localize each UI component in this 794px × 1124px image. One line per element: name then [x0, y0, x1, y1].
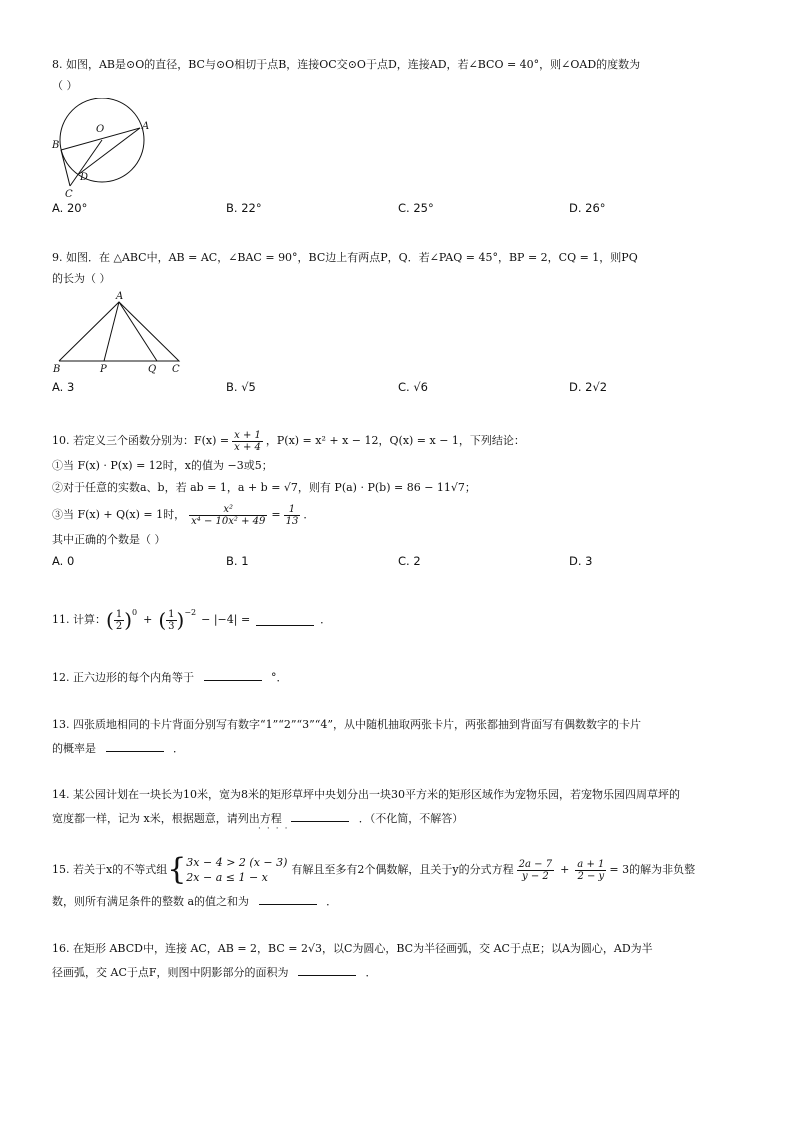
- q10-s3-fraction: [189, 504, 267, 527]
- q15-line-1: [52, 850, 695, 890]
- q16-line-2-text: 径画弧，交 AC于点F，则图中阴影部分的面积为: [52, 966, 289, 979]
- q10-stem-a: 10. 若定义三个函数分别为：F(x) =: [52, 434, 230, 447]
- q9-option-b[interactable]: B. √5: [226, 380, 256, 394]
- q14-line-2-text: 宽度都一样，记为 x米，根据题意，请列出方程: [52, 812, 282, 825]
- label-c: C: [65, 189, 73, 198]
- q12-end: °．: [271, 671, 288, 684]
- q10-statement-2: ②对于任意的实数a、b，若 ab = 1，a + b = √7，则有 P(a) · P(b) = 86 − 11√7；: [52, 481, 476, 494]
- q10-s3-rnum: 1: [288, 503, 296, 515]
- q8-option-c[interactable]: C. 25°: [398, 201, 434, 215]
- q10-s3-den: x⁴ − 10x² + 49: [191, 515, 266, 527]
- q15-f2-den: 2 − y: [575, 870, 606, 882]
- q9-triangle-figure: [50, 288, 190, 374]
- label-b: B: [52, 140, 60, 151]
- q11-paren-open-2: (: [158, 608, 167, 632]
- q15-line-2-text: 数，则所有满足条件的整数 a的值之和为: [52, 895, 250, 908]
- label-d: D: [80, 172, 89, 183]
- q13-line-2-text: 的概率是: [52, 742, 96, 755]
- q8-paren: （ ）: [52, 79, 78, 92]
- q15-answer-blank[interactable]: [259, 893, 317, 905]
- q14-emphasis-dots: ····: [258, 824, 294, 834]
- q15-fraction-1: [517, 859, 554, 882]
- q10-s3-a: ③当 F(x) + Q(x) = 1时，: [52, 508, 186, 521]
- q10-option-d[interactable]: D. 3: [569, 554, 593, 568]
- q11-paren-close-1: ): [124, 608, 132, 632]
- q10-option-c[interactable]: C. 2: [398, 554, 421, 568]
- q15-brace: {: [167, 852, 187, 887]
- q10-stem: [52, 426, 525, 456]
- q15-plus: +: [560, 863, 570, 876]
- q11-paren-close-2: ): [176, 608, 185, 632]
- label-c: C: [172, 364, 180, 374]
- q11-line: [52, 602, 331, 638]
- q10-statement-3: [52, 500, 314, 530]
- q14-line-1: 14. 某公园计划在一块长为10米，宽为8米的矩形草坪中央划分出一块30平方米的矩形区域作为宠物乐园，若宠物乐园四周草坪的: [52, 788, 680, 801]
- q11-half-num: 1: [115, 608, 123, 620]
- q10-s3-end: ．: [303, 508, 315, 521]
- q11-rest: − |−4| =: [201, 613, 251, 626]
- q11-exp-neg2: −2: [184, 608, 197, 617]
- segment-ad: [79, 128, 140, 174]
- q15-ineq-2: 2x − a ≤ 1 − x: [186, 871, 268, 884]
- q15-f2-num: a + 1: [577, 858, 605, 870]
- q13-answer-blank[interactable]: [106, 740, 164, 752]
- q16-line-1: 16. 在矩形 ABCD中，连接 AC，AB = 2，BC = 2√3，以C为圆心，BC为半径画弧，交 AC于点E；以A为圆心，AD为半: [52, 942, 653, 955]
- q11-answer-blank[interactable]: [256, 614, 314, 626]
- q11-third-num: 1: [168, 608, 175, 620]
- q15-tail: = 3的解为非负整: [609, 863, 696, 876]
- q9-option-c[interactable]: C. √6: [398, 380, 428, 394]
- q10-option-b[interactable]: B. 1: [226, 554, 249, 568]
- q10-f-den: x + 4: [234, 441, 261, 453]
- triangle-abc: [59, 302, 179, 361]
- q10-s3-eq: =: [271, 508, 281, 521]
- q10-s3-num: x²: [223, 503, 234, 515]
- q9-stem-2: 的长为（ ）: [52, 272, 111, 285]
- q12-text: 12. 正六边形的每个内角等于: [52, 671, 194, 684]
- q11-paren-open-1: (: [106, 608, 114, 632]
- q12-answer-blank[interactable]: [204, 669, 262, 681]
- q9-stem: 9. 如图．在 △ABC中，AB = AC，∠BAC = 90°，BC边上有两点P，Q．若∠PAQ = 45°，BP = 2，CQ = 1，则PQ: [52, 251, 638, 264]
- q15-line-2: [52, 893, 337, 909]
- q15-end: ．: [326, 895, 338, 908]
- q11-end: ．: [320, 613, 332, 626]
- q13-end: ．: [173, 742, 184, 755]
- label-q: Q: [148, 364, 157, 374]
- q13-line-1: 13. 四张质地相同的卡片背面分别写有数字“1”“2”“3”“4”，从中随机抽取两张卡片，两张都抽到背面写有偶数数字的卡片: [52, 718, 641, 731]
- q10-s3-rden: 13: [285, 515, 299, 527]
- q11-third-fraction: [166, 609, 176, 632]
- q15-f1-den: y − 2: [517, 870, 554, 882]
- label-a: A: [142, 121, 150, 132]
- q16-answer-blank[interactable]: [298, 964, 356, 976]
- q15-prefix: 15. 若关于x的不等式组: [52, 863, 168, 876]
- q14-answer-blank[interactable]: [291, 810, 349, 822]
- q8-circle-figure: [50, 98, 160, 198]
- label-b: B: [53, 364, 61, 374]
- segment-ap: [104, 302, 119, 361]
- q15-f1-num: 2a − 7: [518, 858, 553, 870]
- q15-mid: 有解且至多有2个偶数解，且关于y的分式方程: [291, 863, 514, 876]
- q15-fraction-2: [575, 859, 606, 882]
- q10-option-a[interactable]: A. 0: [52, 554, 75, 568]
- label-p: P: [100, 364, 107, 374]
- tangent-bc: [61, 150, 70, 186]
- q11-third-den: 3: [168, 620, 175, 632]
- q10-stem-c: 其中正确的个数是（ ）: [52, 533, 166, 546]
- q10-stem-b: ，P(x) = x² + x − 12，Q(x) = x − 1，下列结论：: [265, 434, 525, 447]
- q10-f-fraction: [232, 430, 263, 453]
- segment-aq: [119, 302, 157, 361]
- q12-line: [52, 669, 288, 685]
- q13-line-2: [52, 740, 184, 756]
- label-o: O: [96, 124, 105, 135]
- q11-exp-0: 0: [132, 608, 138, 617]
- q9-option-a[interactable]: A. 3: [52, 380, 75, 394]
- q16-line-2: [52, 964, 377, 980]
- q8-option-a[interactable]: A. 20°: [52, 201, 88, 215]
- q11-plus: +: [143, 613, 153, 626]
- label-a: A: [116, 291, 124, 302]
- q10-s3-right-fraction: [284, 504, 301, 527]
- q16-end: ．: [365, 966, 377, 979]
- q8-option-d[interactable]: D. 26°: [569, 201, 606, 215]
- q11-prefix: 11. 计算：: [52, 613, 106, 626]
- q9-option-d[interactable]: D. 2√2: [569, 380, 608, 394]
- q15-inequality-system: [186, 855, 287, 885]
- q15-ineq-1: 3x − 4 > 2 (x − 3): [186, 856, 288, 869]
- q11-half-den: 2: [115, 620, 123, 632]
- q11-half-fraction: [114, 609, 124, 632]
- q10-statement-1: ①当 F(x) · P(x) = 12时，x的值为 −3或5；: [52, 459, 273, 472]
- q8-option-b[interactable]: B. 22°: [226, 201, 262, 215]
- q8-stem: 8. 如图，AB是⊙O的直径，BC与⊙O相切于点B，连接OC交⊙O于点D，连接AD，若∠BCO = 40°，则∠OAD的度数为: [52, 58, 641, 71]
- q14-end: ．（不化简，不解答）: [358, 812, 464, 825]
- q10-f-num: x + 1: [234, 429, 261, 441]
